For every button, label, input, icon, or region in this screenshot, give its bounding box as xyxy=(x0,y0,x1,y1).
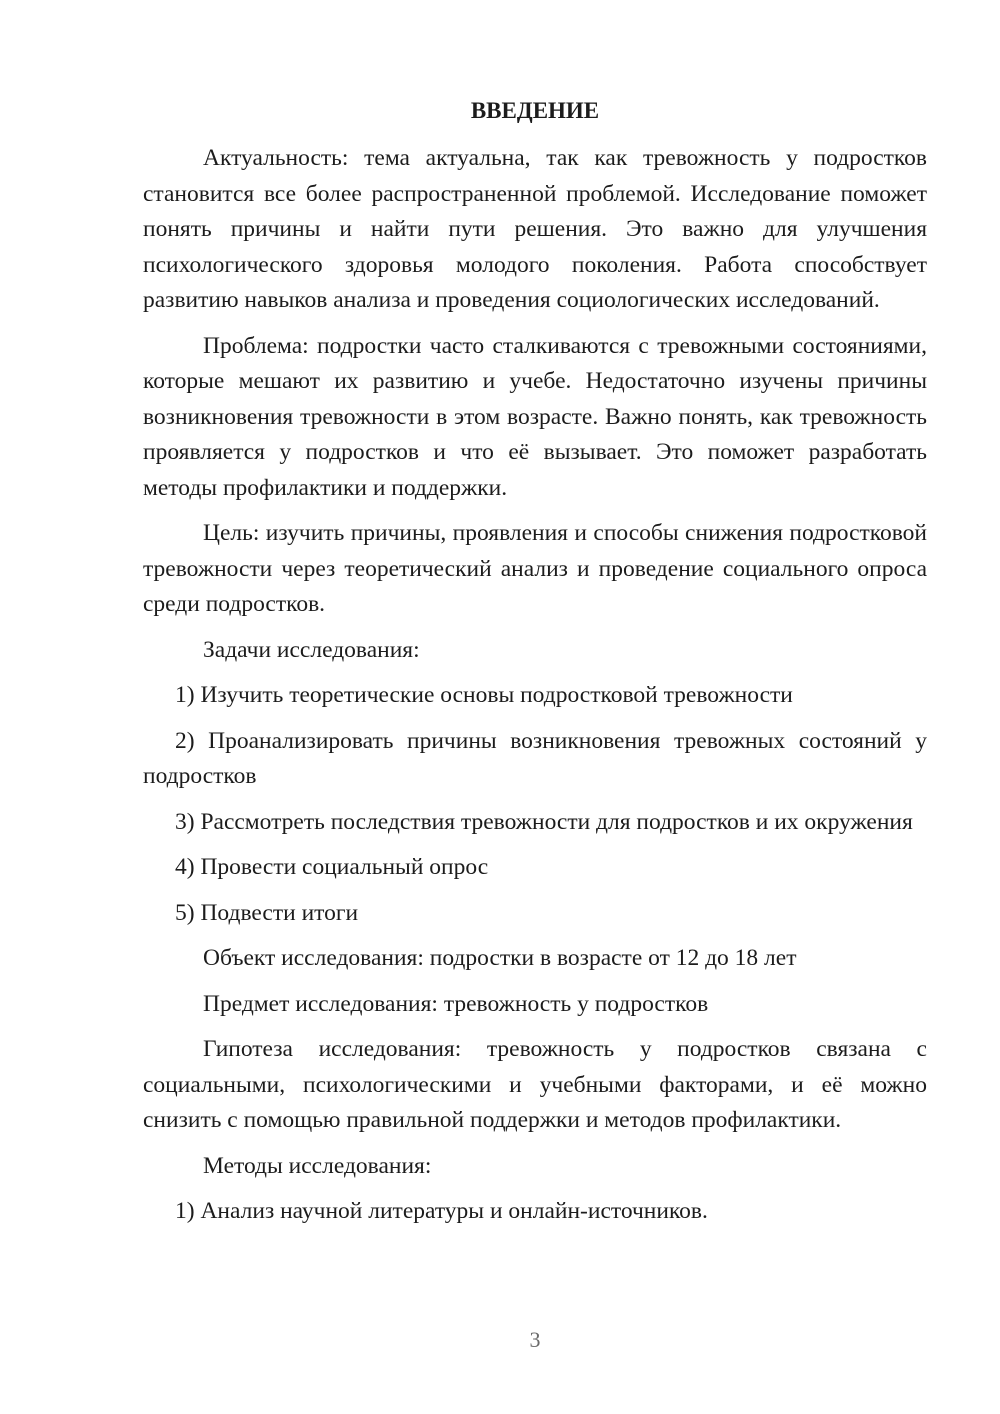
task-item-3: 3) Рассмотреть последствия тревожности для подростков и их окружения xyxy=(175,808,913,835)
page-number: 3 xyxy=(529,1327,541,1352)
relevance-paragraph: Актуальность: тема актуальна, так как тревожность у подростков становится все более распространенной проблемой. Исследование поможет понять причины и найти пути решения. Это важно для улучшения психологического здоровья молодого поколения. Работа способствует развитию навыков анализа и проведения социологических исследований. xyxy=(143,145,927,313)
tasks-title: Задачи исследования: xyxy=(203,636,420,663)
methods-title: Методы исследования: xyxy=(203,1152,432,1179)
goal-paragraph: Цель: изучить причины, проявления и способы снижения подростковой тревожности через теоретический анализ и проведение социального опроса среди подростков. xyxy=(143,520,927,617)
section-heading: ВВЕДЕНИЕ xyxy=(470,98,600,123)
task-item-5: 5) Подвести итоги xyxy=(175,899,359,926)
task-item-2: 2) Проанализировать причины возникновения тревожных состояний у подростков xyxy=(143,727,927,789)
object-paragraph: Объект исследования: подростки в возрасте от 12 до 18 лет xyxy=(203,945,797,971)
task-item-1: 1) Изучить теоретические основы подростковой тревожности xyxy=(175,682,793,708)
problem-paragraph: Проблема: подростки часто сталкиваются с тревожными состояниями, которые мешают их развитию и учебе. Недостаточно изучены причины возникновения тревожности в этом возрасте. Важно понять, как тревожность проявляется у подростков и что её вызывает. Это поможет разработать методы профилактики и поддержки. xyxy=(143,332,927,501)
subject-paragraph: Предмет исследования: тревожность у подростков xyxy=(203,990,709,1017)
hypothesis-paragraph: Гипотеза исследования: тревожность у подростков связана с социальными, психологическими и учебными факторами, и её можно снизить с помощью правильной поддержки и методов профилактики. xyxy=(143,1036,927,1133)
method-item-1: 1) Анализ научной литературы и онлайн-источников. xyxy=(175,1198,708,1224)
document-page xyxy=(143,95,927,1240)
task-item-4: 4) Провести социальный опрос xyxy=(175,854,489,880)
